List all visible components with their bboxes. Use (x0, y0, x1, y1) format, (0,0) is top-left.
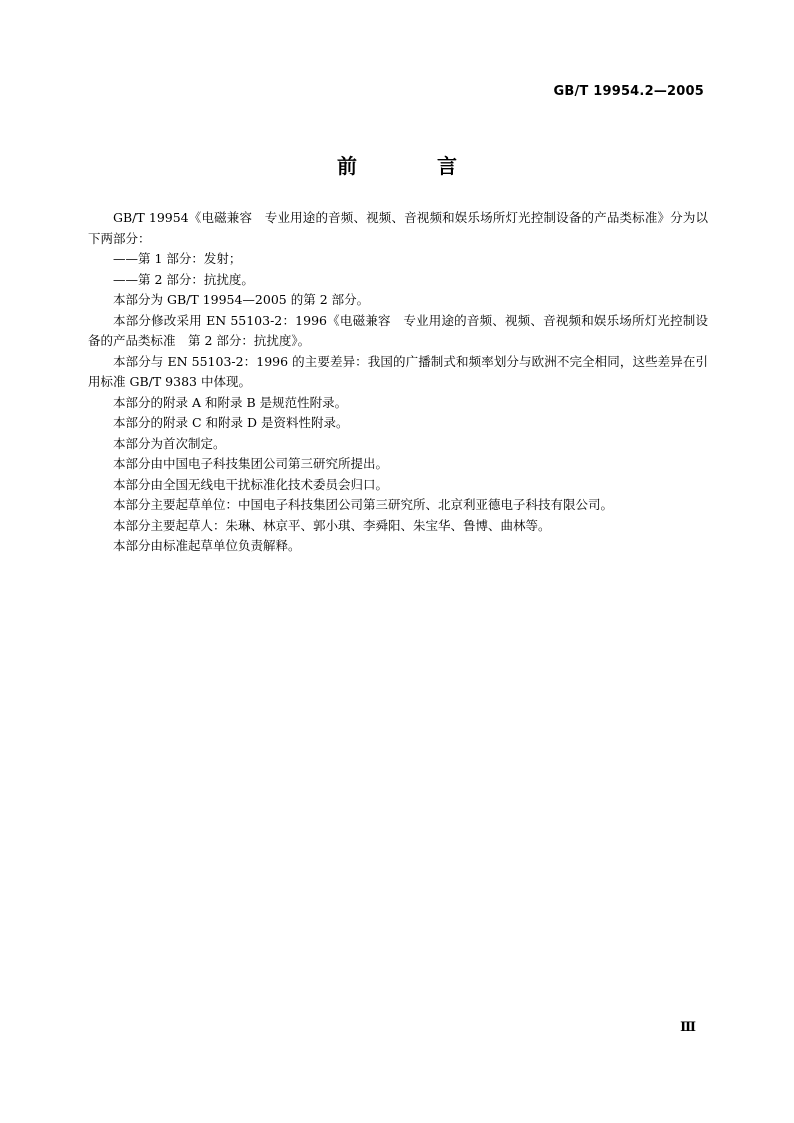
paragraph: 本部分的附录 A 和附录 B 是规范性附录。 (113, 394, 348, 410)
paragraph: 本部分修改采用 EN 55103-2：1996《电磁兼容 专业用途的音频、视频、音视频和娱乐场所灯光控制设备的产品类标准 第 2 部分：抗扰度》。 (88, 312, 708, 348)
page-number: Ⅲ (680, 1020, 696, 1035)
paragraph: 本部分由全国无线电干扰标准化技术委员会归口。 (113, 476, 389, 492)
paragraph: GB/T 19954《电磁兼容 专业用途的音频、视频、音视频和娱乐场所灯光控制设备的产品类标准》分为以下两部分： (88, 210, 708, 246)
paragraph: 本部分为 GB/T 19954—2005 的第 2 部分。 (113, 292, 370, 307)
paragraph: 本部分由中国电子科技集团公司第三研究所提出。 (113, 456, 389, 471)
foreword-body (88, 208, 708, 557)
paragraph: ——第 2 部分：抗扰度。 (113, 271, 254, 287)
paragraph: 本部分为首次制定。 (113, 435, 226, 451)
page-title: 前 言 (337, 154, 487, 178)
paragraph: 本部分主要起草人：朱琳、林京平、郭小琪、李舜阳、朱宝华、鲁博、曲林等。 (113, 517, 551, 533)
paragraph: 本部分由标准起草单位负责解释。 (113, 538, 301, 553)
paragraph: 本部分与 EN 55103-2：1996 的主要差异：我国的广播制式和频率划分与欧洲不完全相同，这些差异在引用标准 GB/T 9383 中体现。 (88, 353, 708, 389)
paragraph: 本部分主要起草单位：中国电子科技集团公司第三研究所、北京利亚德电子科技有限公司。 (113, 497, 614, 512)
paragraph: ——第 1 部分：发射； (113, 251, 242, 266)
standard-code: GB/T 19954.2—2005 (553, 84, 704, 99)
paragraph: 本部分的附录 C 和附录 D 是资料性附录。 (113, 415, 349, 430)
